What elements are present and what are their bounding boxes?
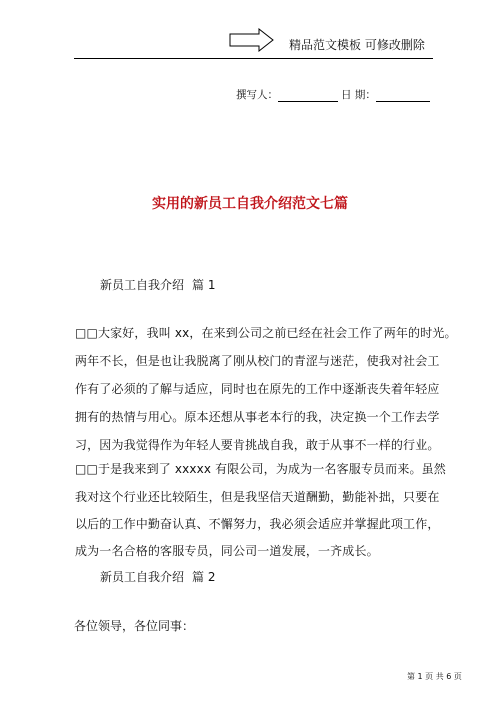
paragraph-line: 拥有的热情与用心。原本还想从事老本行的我，决定换一个工作去学	[75, 410, 440, 424]
section-heading-2	[100, 568, 215, 585]
section-heading-label: 新员工自我介绍	[100, 570, 185, 584]
paragraph-line: 习，因为我觉得作为年轻人要肯挑战自我，敢于从事不一样的行业。	[75, 438, 440, 452]
paragraph-line: □□于是我来到了 xxxxx 有限公司，为成为一名客服专员而来。虽然	[75, 462, 446, 476]
paragraph-line: 两年不长，但是也让我脱离了刚从校门的青涩与迷茫，使我对社会工	[75, 354, 440, 368]
paragraph-line: 以后的工作中勤奋认真、不懈努力，我必须会适应并掌握此项工作，	[75, 517, 440, 531]
section-heading-label: 新员工自我介绍	[100, 278, 185, 292]
page-number: 第 1 页 共 6 页	[407, 672, 462, 681]
greeting-line: 各位领导，各位同事：	[74, 619, 195, 633]
arrow-right-icon	[229, 28, 275, 52]
section-number: 篇 2	[192, 570, 216, 584]
header-divider	[74, 58, 433, 59]
date-label: 日 期：	[341, 89, 376, 101]
section-heading-1	[100, 276, 215, 293]
paragraph-line: □□大家好，我叫 xx，在来到公司之前已经在社会工作了两年的时光。	[75, 326, 457, 340]
document-title: 实用的新员工自我介绍范文七篇	[152, 196, 348, 212]
paragraph-line: 我对这个行业还比较陌生，但是我坚信天道酬勤，勤能补拙，只要在	[75, 490, 440, 504]
date-blank	[376, 90, 430, 102]
section-number: 篇 1	[192, 278, 216, 292]
author-label: 撰写人：	[236, 89, 278, 101]
header-title: 精品范文模板 可修改删除	[289, 38, 425, 52]
author-date-line	[236, 87, 430, 102]
author-blank	[278, 90, 338, 102]
paragraph-line: 作有了必须的了解与适应，同时也在原先的工作中逐渐丧失着年轻应	[75, 382, 440, 396]
paragraph-line: 成为一名合格的客服专员，同公司一道发展，一齐成长。	[75, 544, 379, 558]
